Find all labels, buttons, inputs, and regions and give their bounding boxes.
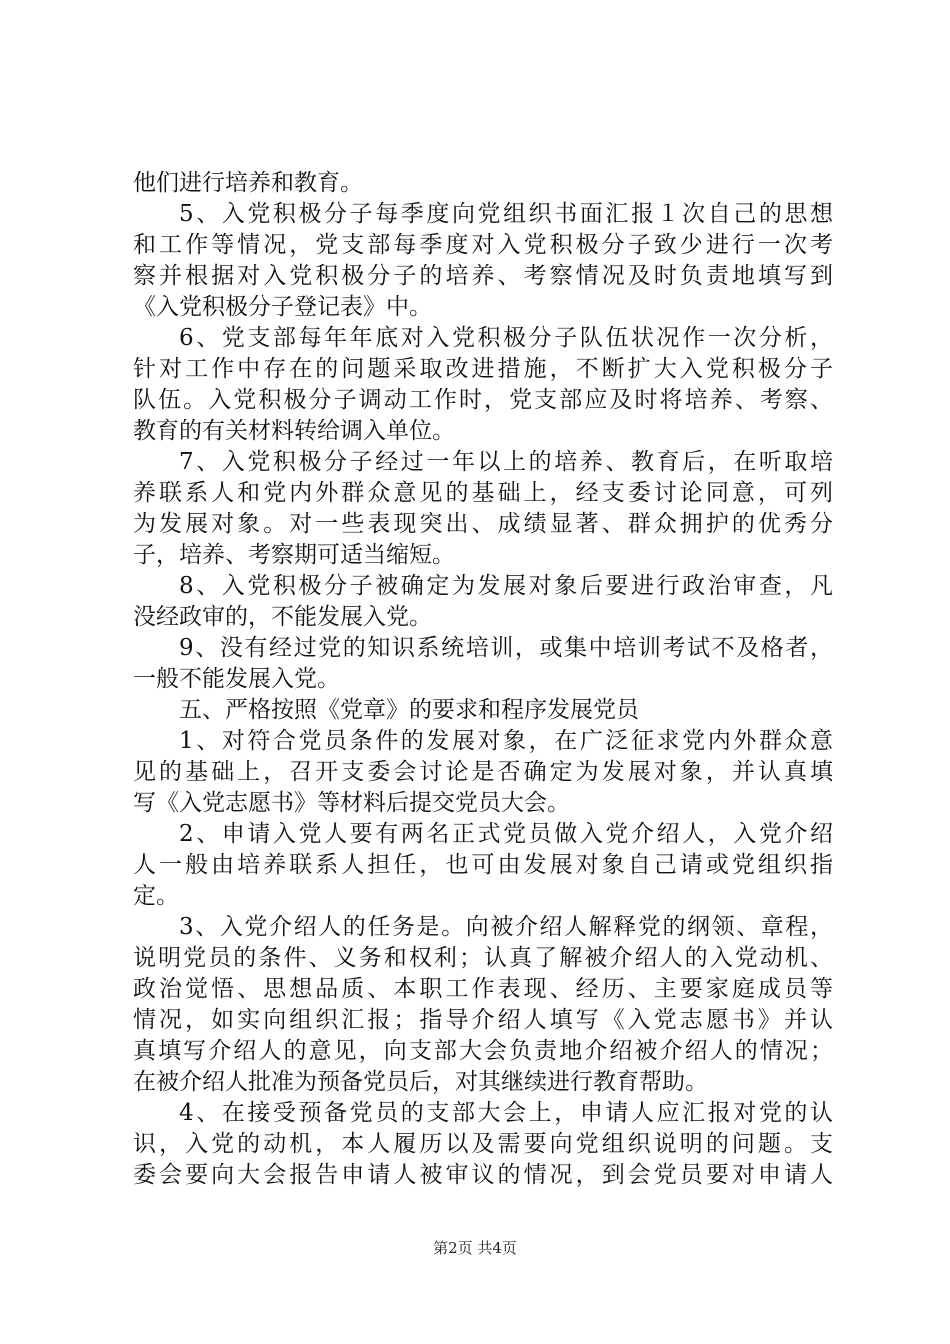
text-line: 教育的有关材料转给调入单位。 (133, 418, 455, 444)
text-line: 6、党支部每年年底对入党积极分子队伍状况作一次分析， (179, 325, 833, 351)
text-line: 没经政审的，不能发展入党。 (133, 604, 432, 630)
text-line: 5、入党积极分子每季度向党组织书面汇报１次自己的思想 (179, 201, 833, 227)
text-line: 2、申请入党人要有两名正式党员做入党介绍人，入党介绍 (179, 821, 833, 847)
text-line: 8、入党积极分子被确定为发展对象后要进行政治审查，凡 (179, 573, 833, 599)
text-line: 3、入党介绍人的任务是。向被介绍人解释党的纲领、章程， (179, 914, 833, 940)
text-line: 政治觉悟、思想品质、本职工作表现、经历、主要家庭成员等 (133, 976, 833, 1002)
text-line: 针对工作中存在的问题采取改进措施，不断扩大入党积极分子 (133, 356, 833, 382)
text-line: 4、在接受预备党员的支部大会上，申请人应汇报对党的认 (179, 1100, 833, 1126)
text-line: 真填写介绍人的意见，向支部大会负责地介绍被介绍人的情况； (133, 1038, 833, 1064)
text-line: 定。 (133, 883, 179, 909)
text-line: 《入党积极分子登记表》中。 (133, 294, 432, 320)
text-line: 子，培养、考察期可适当缩短。 (133, 542, 455, 568)
text-line: 养联系人和党内外群众意见的基础上，经支委讨论同意，可列 (133, 480, 833, 506)
text-line: 情况，如实向组织汇报；指导介绍人填写《入党志愿书》并认 (133, 1007, 833, 1033)
text-line: 9、没有经过党的知识系统培训，或集中培训考试不及格者， (179, 635, 833, 661)
text-line: 识，入党的动机，本人履历以及需要向党组织说明的问题。支 (133, 1131, 833, 1157)
text-line: 见的基础上，召开支委会讨论是否确定为发展对象，并认真填 (133, 759, 833, 785)
text-line: 委会要向大会报告申请人被审议的情况，到会党员要对申请人 (133, 1162, 833, 1188)
page-footer: 第2页 共4页 (433, 1239, 517, 1257)
text-line: 1、对符合党员条件的发展对象，在广泛征求党内外群众意 (179, 728, 833, 754)
text-line: 为发展对象。对一些表现突出、成绩显著、群众拥护的优秀分 (133, 511, 833, 537)
text-line: 人一般由培养联系人担任，也可由发展对象自己请或党组织指 (133, 852, 833, 878)
text-line: 一般不能发展入党。 (133, 666, 340, 692)
text-line: 队伍。入党积极分子调动工作时，党支部应及时将培养、考察、 (133, 387, 833, 413)
text-line: 7、入党积极分子经过一年以上的培养、教育后，在听取培 (179, 449, 833, 475)
text-line: 在被介绍人批准为预备党员后，对其继续进行教育帮助。 (133, 1069, 708, 1095)
text-line: 和工作等情况，党支部每季度对入党积极分子致少进行一次考 (133, 232, 833, 258)
text-line: 五、严格按照《党章》的要求和程序发展党员 (179, 697, 639, 723)
document-body (133, 168, 833, 1191)
text-line: 写《入党志愿书》等材料后提交党员大会。 (133, 790, 570, 816)
text-line: 察并根据对入党积极分子的培养、考察情况及时负责地填写到 (133, 263, 833, 289)
text-line: 他们进行培养和教育。 (133, 170, 363, 196)
text-line: 说明党员的条件、义务和权利；认真了解被介绍人的入党动机、 (133, 945, 833, 971)
